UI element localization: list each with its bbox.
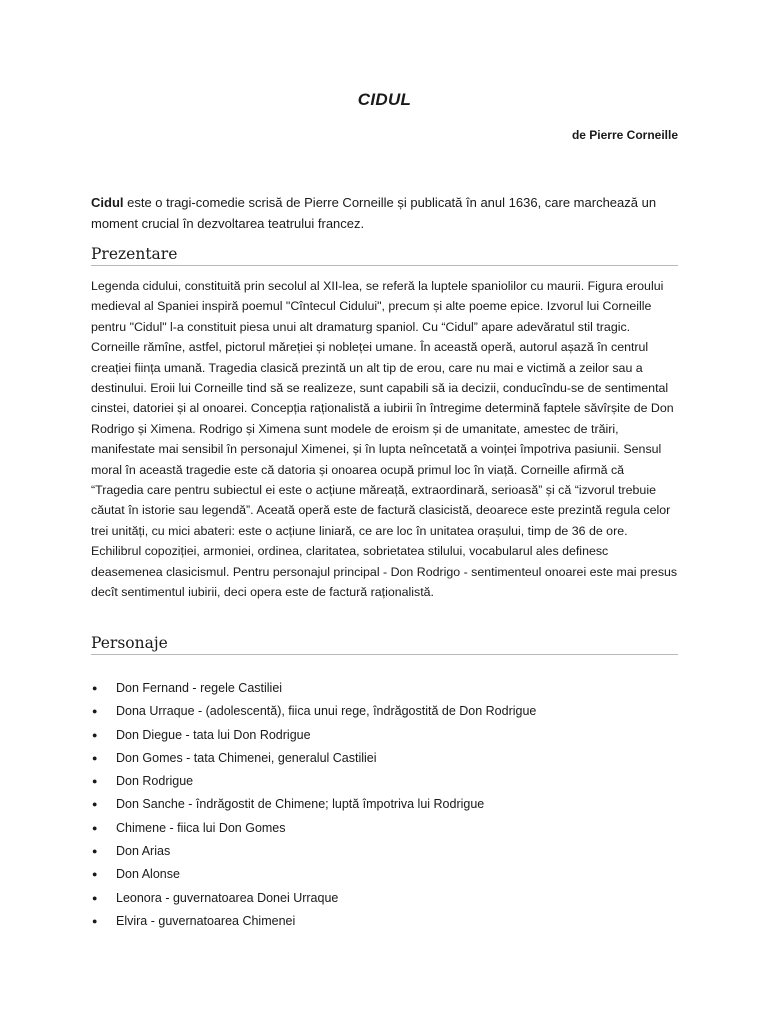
character-entry: Don Diegue - tata lui Don Rodrigue xyxy=(116,727,311,742)
character-entry: Dona Urraque - (adolescentă), fiica unui rege, îndrăgostită de Don Rodrigue xyxy=(116,704,537,719)
list-item xyxy=(91,887,678,910)
list-item xyxy=(91,724,678,747)
character-entry: Don Rodrigue xyxy=(116,774,194,789)
list-item xyxy=(91,770,678,793)
list-item xyxy=(91,910,678,933)
intro-subject: Cidul xyxy=(91,195,124,210)
bullet-icon: ● xyxy=(92,846,98,857)
bullet-icon: ● xyxy=(92,683,98,693)
bullet-icon: ● xyxy=(92,776,98,787)
character-entry: Leonora - guvernatoarea Donei Urraque xyxy=(116,890,339,905)
intro-text-3: , care marchează un moment crucial în dezvoltarea teatrului francez. xyxy=(91,195,657,231)
list-item xyxy=(91,747,678,770)
bullet-icon: ● xyxy=(92,869,98,880)
bullet-icon: ● xyxy=(92,915,98,926)
list-item xyxy=(91,793,678,816)
list-item xyxy=(91,700,678,723)
intro-paragraph xyxy=(91,193,678,234)
list-item xyxy=(91,817,678,840)
bullet-icon: ● xyxy=(92,822,98,833)
character-entry: Elvira - guvernatoarea Chimenei xyxy=(116,913,296,928)
intro-year: 1636 xyxy=(508,195,538,210)
bullet-icon: ● xyxy=(92,729,98,740)
bullet-icon: ● xyxy=(92,706,98,717)
list-item xyxy=(91,677,678,700)
intro-text-1: este o tragi-comedie scrisă de xyxy=(123,195,305,210)
section-heading-prezentare: Prezentare xyxy=(91,245,678,266)
section-heading-personaje: Personaje xyxy=(91,634,678,655)
list-item xyxy=(91,840,678,863)
intro-text-2: și publicată în anul xyxy=(393,195,509,210)
list-item xyxy=(91,863,678,886)
bullet-icon: ● xyxy=(92,892,98,903)
character-entry: Don Alonse xyxy=(116,867,180,882)
prezentare-paragraph: Legenda cidului, constituită prin secolul al XII-lea, se referă la luptele spaniolilor cu maurii. Figura eroului medieval al Spaniei inspiră poemul "Cîntecul Cidului", precum și alte poeme epice. Izvorul lui Corneille pentru "Cidul" l-a constituit piesa unui alt dramaturg spaniol. Cu “Cidul” apare adevăratul stil tragic. Corneille rămîne, astfel, pictorul măreției și nobleței umane. În această operă, autorul așază în centrul creației ființa umană. Tragedia clasică prezintă un alt tip de erou, care nu mai e victimă a zeilor sau a destinului. Eroii lui Corneille tind să se realizeze, sunt capabili să ia decizii, conducîndu-se de sentimental cinstei, datoriei și al onoarei. Concepția raționalistă a iubirii în întregime determină faptele săvîrșite de Don Rodrigo și Ximena. Rodrigo și Ximena sunt modele de eroism și de umanitate, amestec de trăiri, manifestate mai sensibil în personajul Ximenei, și în lupta neîncetată a voinței împotriva pasiunii. Sensul moral în această tragedie este că datoria și onoarea ocupă primul loc în viață. Corneille afirmă că “Tragedia care pentru subiectul ei este o acțiune măreață, extraordinară, serioasă” și că “izvorul trebuie căutat în istorie sau legendă”. Aceată operă este de factură clasicistă, deoarece este prezintă regula celor trei unități, cu mici abateri: este o acțiune liniară, ce are loc în unitatea orașului, timp de 36 de ore. Echilibrul copoziției, armoniei, ordinea, claritatea, sobrietatea stilului, vocabularul ales definesc deasemenea clasicismul. Pentru personajul principal - Don Rodrigo - sentimenteul onoarei este mai presus decît sentimentul iubirii, deci opera este de factură raționalistă. xyxy=(91,279,678,600)
character-entry: Don Fernand - regele Castiliei xyxy=(116,681,283,695)
author-line: de Pierre Corneille xyxy=(571,128,678,142)
intro-author: Pierre Corneille xyxy=(304,195,394,210)
character-entry: Don Gomes - tata Chimenei, generalul Castiliei xyxy=(116,750,377,765)
character-entry: Don Sanche - îndrăgostit de Chimene; luptă împotriva lui Rodrigue xyxy=(116,797,485,812)
character-entry: Don Arias xyxy=(116,844,171,859)
document-title: CIDUL xyxy=(357,90,412,109)
characters-list xyxy=(91,677,678,933)
bullet-icon: ● xyxy=(92,752,98,763)
bullet-icon: ● xyxy=(92,799,98,810)
character-entry: Chimene - fiica lui Don Gomes xyxy=(116,820,286,835)
